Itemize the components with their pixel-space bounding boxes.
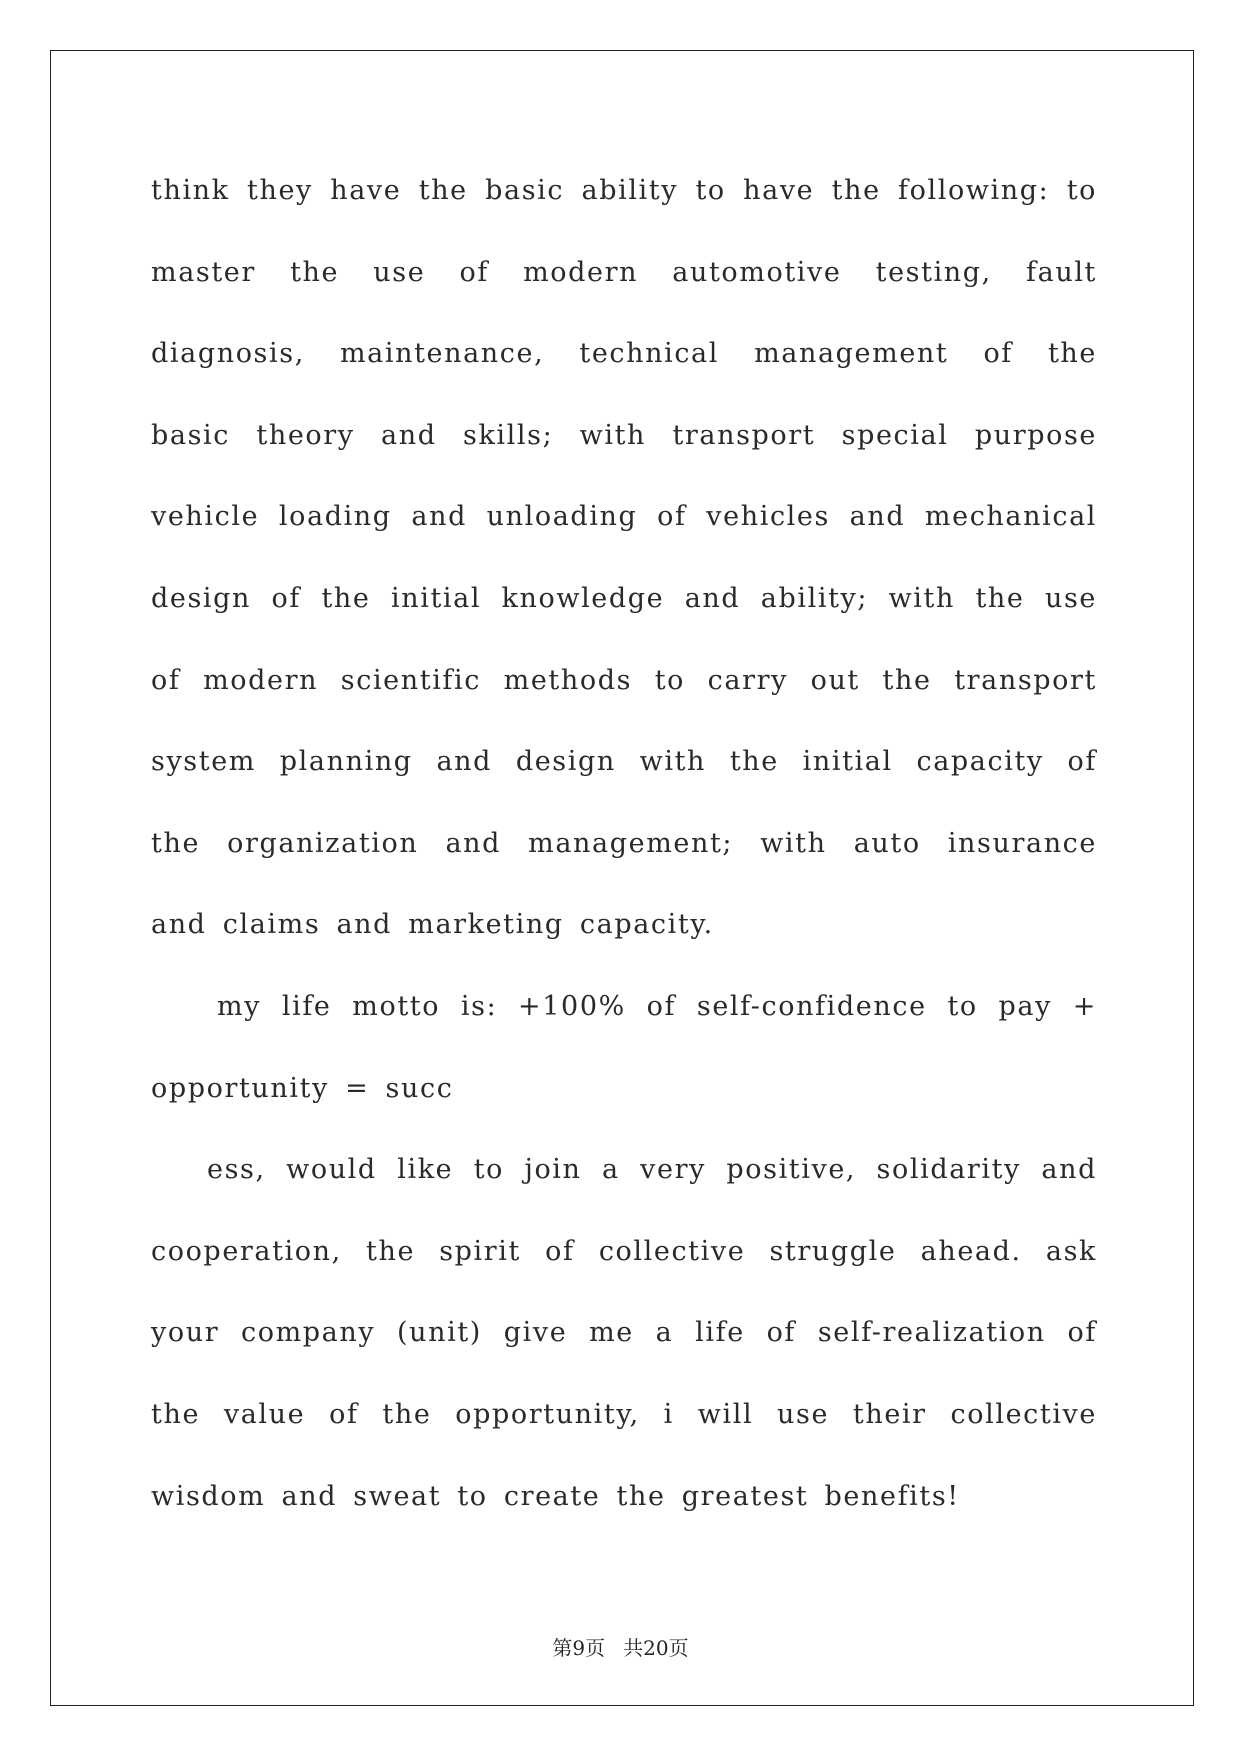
page-total: 共20页	[623, 1636, 689, 1660]
paragraph-qualifications: think they have the basic ability to have the following: to master the use of modern automotive testing, fault diagnosis, maintenance, technical management of the basic theory and skills; with transport special purpose vehicle loading and unloading of vehicles and mechanical design of the initial knowledge and ability; with the use of modern scientific methods to carry out the transport system planning and design with the initial capacity of the organization and management; with auto insurance and claims and marketing capacity.	[151, 175, 1097, 941]
document-body	[151, 150, 1097, 1537]
paragraph-closing: ess, would like to join a very positive, solidarity and cooperation, the spirit of collective struggle ahead. ask your company (unit) give me a life of self-realization of the value of the opportunity, i will use their collective wisdom and sweat to create the greatest benefits!	[151, 1154, 1097, 1512]
page-footer	[0, 1632, 1241, 1661]
page-number: 第9页	[552, 1636, 606, 1660]
paragraph-life-motto: my life motto is: +100% of self-confidence to pay + opportunity = succ	[151, 990, 1097, 1104]
